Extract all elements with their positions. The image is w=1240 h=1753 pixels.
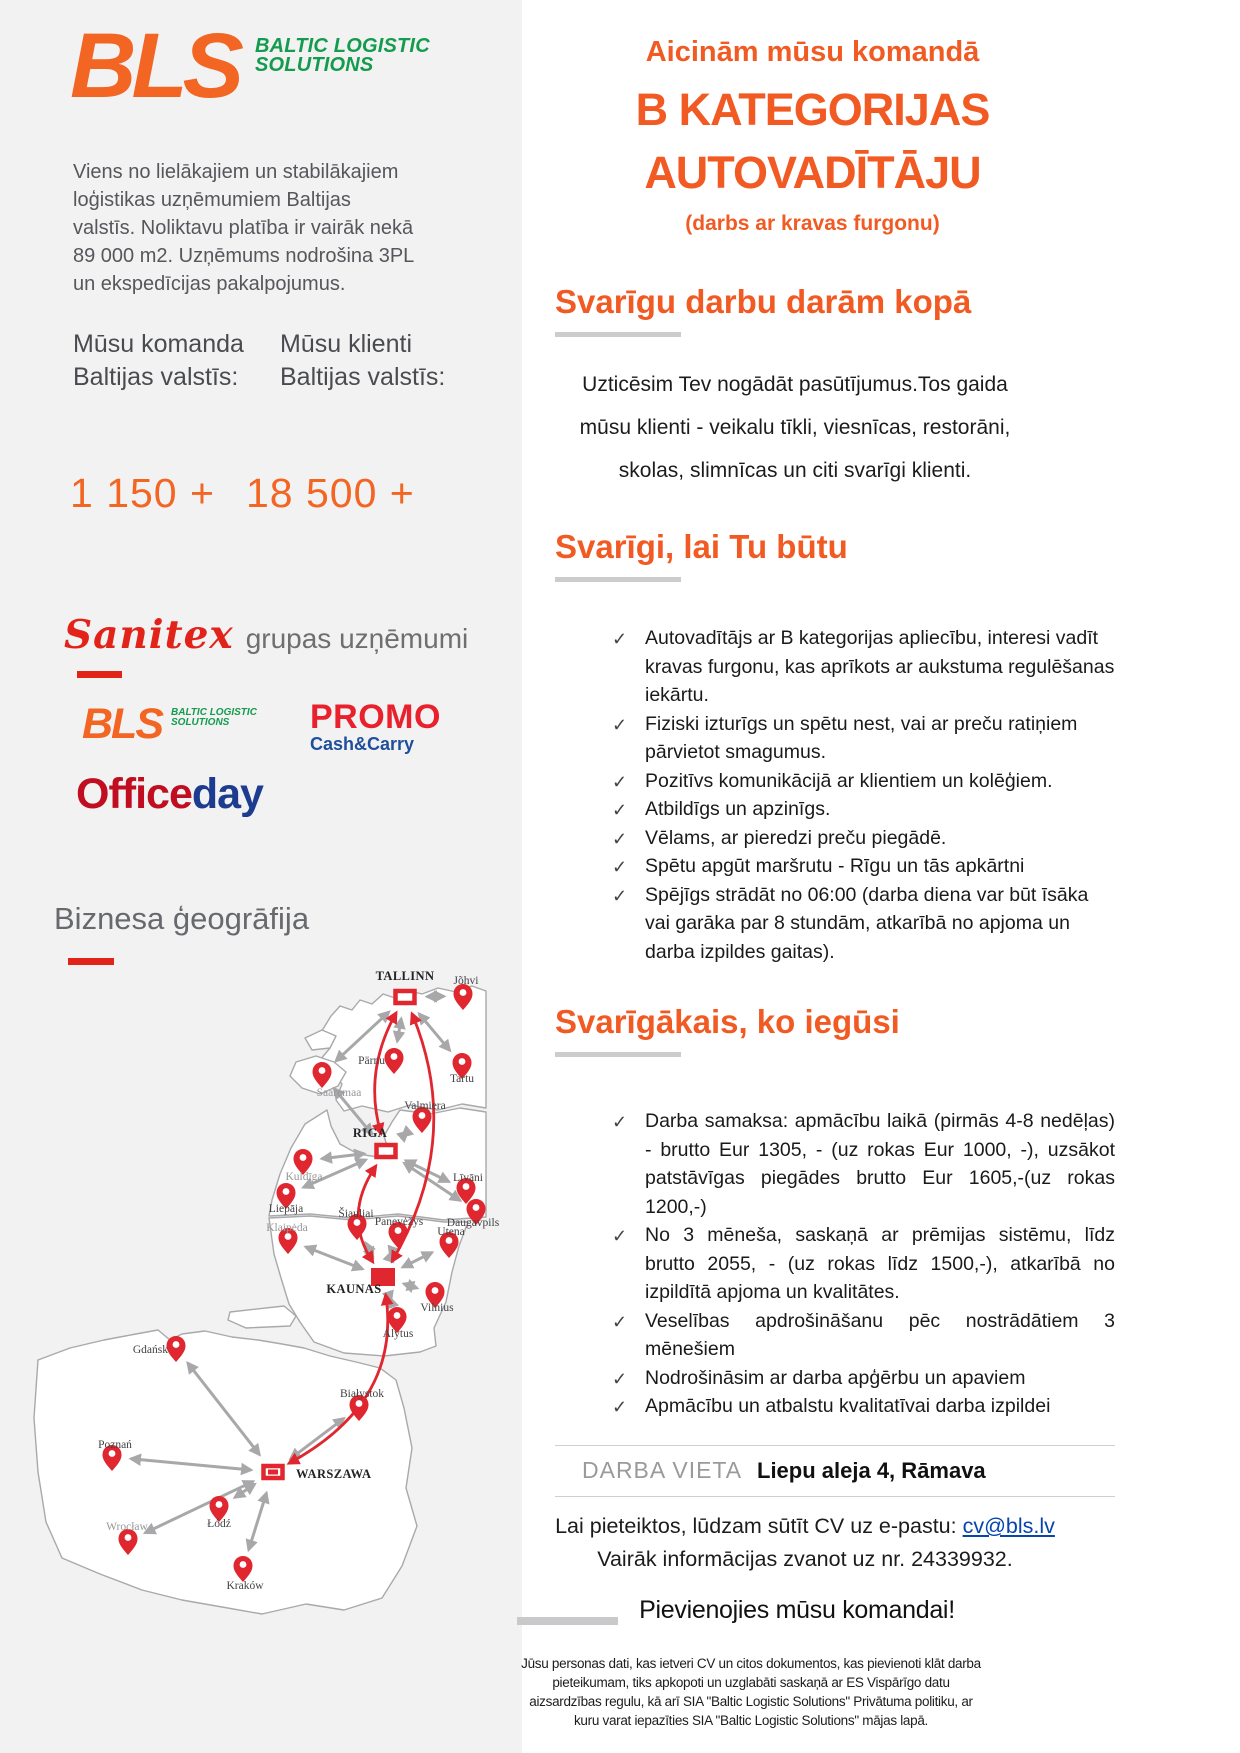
stat-clients-label: Mūsu klienti Baltijas valstīs: xyxy=(280,330,446,391)
map-label-Liepāja: Liepāja xyxy=(268,1203,304,1215)
checklist-item-text: Atbildīgs un apzinīgs. xyxy=(645,798,831,820)
map-hub-RIGA xyxy=(377,1145,396,1157)
gdpr-legal-text: Jūsu personas dati, kas ietveri CV un citos dokumentos, kas pievienoti klāt darba pieteikumam, tiks apkopoti un uzglabāti saskaņā ar ES Vispārīgo datu aizsardzības regulu, kā arī SIA "Baltic Logistic Solutions" Privātuma politiku, ar kuru varat iepazīties SIA "Baltic Logistic Solutions" mājas lapā. xyxy=(521,1655,981,1728)
checkmark-icon: ✓ xyxy=(612,800,628,820)
map-label-Poznań: Poznań xyxy=(98,1439,132,1451)
checkmark-icon: ✓ xyxy=(612,714,628,735)
map-hub-TALLINN xyxy=(396,991,415,1003)
checklist-item-text: Darba samaksa: apmācību laikā (pirmās 4-8 nedēļas) - brutto Eur 1305, - (uz rokas Eur 1000, -), uzsākot patstāvīgas piegādes brutto Eur 1605,-(uz rokas 1200,-) xyxy=(645,1110,1115,1218)
checklist-item-text: Vēlams, ar pieredzi preču piegādē. xyxy=(645,826,947,849)
stat-team-label: Mūsu komanda Baltijas valstīs: xyxy=(73,330,244,391)
work-location-row xyxy=(555,1445,1115,1497)
map-label-Utena: Utena xyxy=(437,1226,465,1238)
map-pin-hole xyxy=(394,1312,401,1319)
map-pin-hole xyxy=(300,1154,307,1161)
checklist-item-text: Veselības apdrošināšanu pēc nostrādātiem 3 mēnešiem xyxy=(645,1309,1115,1360)
map-label-Tartu: Tartu xyxy=(449,1073,475,1085)
map-label-Klaipėda: Klaipėda xyxy=(266,1222,308,1234)
checklist-item-text: Pozitīvs komunikācijā ar klientiem un kolēģiem. xyxy=(645,769,1053,792)
map-pin-hole xyxy=(459,1058,466,1065)
map-pin-hole xyxy=(354,1219,361,1226)
checklist-item-text: Autovadītājs ar B kategorijas apliecību, interesi vadīt kravas furgonu, kas aprīkots ar aukstuma regulēšanas iekārtu. xyxy=(645,627,1115,706)
map-pin-hole xyxy=(285,1233,292,1240)
checklist-item xyxy=(612,1221,1115,1307)
map-label-RIGA: RIGA xyxy=(352,1126,388,1140)
checklist-item xyxy=(612,1364,1115,1393)
stat-clients-value: 18 500 + xyxy=(246,470,415,516)
map-label-Łódź: Łódź xyxy=(207,1518,231,1530)
section-heading: Svarīgi, lai Tu būtu xyxy=(555,528,848,565)
checkmark-icon: ✓ xyxy=(612,857,628,877)
map-pin-hole xyxy=(216,1501,223,1508)
map-pin-hole xyxy=(446,1237,453,1244)
map-pin-hole xyxy=(473,1204,480,1211)
vacancy-subtitle: (darbs ar kravas furgonu) xyxy=(685,212,940,235)
business-geography-map xyxy=(0,960,500,1640)
apply-block xyxy=(545,1510,1065,1576)
checklist-item xyxy=(612,1307,1115,1364)
map-label-WARSZAWA: WARSZAWA xyxy=(296,1467,372,1481)
map-label-Saaremaa: Saaremaa xyxy=(316,1087,362,1099)
map-pin-hole xyxy=(356,1400,363,1407)
section-heading: Svarīgu darbu darām kopā xyxy=(555,283,972,320)
bls-logo-subtitle-line1: BALTIC LOGISTIC xyxy=(255,35,430,57)
map-label-Daugavpils: Daugavpils xyxy=(446,1217,500,1229)
map-label-Alytus: Alytus xyxy=(382,1328,414,1340)
section-benefits xyxy=(555,1003,1115,1421)
checklist-item-text: Apmācību un atbalstu kvalitatīvai darba izpildei xyxy=(645,1395,1051,1417)
bls-small-logo-text: BLS xyxy=(82,700,162,748)
promo-logo-text: PROMO xyxy=(310,698,441,736)
company-intro: Viens no lielākajiem un stabilākajiem loģistikas uzņēmumiem Baltijas valstīs. Noliktavu platība ir vairāk nekā 89 000 m2. Uzņēmums nodrošina 3PL un ekspedīcijas pakalpojumus. xyxy=(73,161,414,295)
map-pin-hole xyxy=(391,1053,398,1060)
map-label-Šiauliai: Šiauliai xyxy=(338,1208,374,1220)
checkmark-icon: ✓ xyxy=(612,1368,628,1389)
checklist-item-text: Spējīgs strādāt no 06:00 (darba diena var būt īsāka vai garāka par 8 stundām, atkarībā no apjoma un darba izpildes gaitas). xyxy=(645,883,1089,963)
map-pin-hole xyxy=(283,1188,290,1195)
section-requirements xyxy=(555,528,1115,966)
officeday-logo-day: day xyxy=(191,770,263,818)
bls-small-logo xyxy=(82,700,257,748)
sanitex-logo: Sanitex xyxy=(64,612,234,658)
bls-small-sub-line2: SOLUTIONS xyxy=(171,717,230,728)
map-pin-hole xyxy=(419,1112,426,1119)
promo-logo-subtitle: Cash&Carry xyxy=(310,734,415,754)
map-pin-hole xyxy=(463,1183,470,1190)
map-pin-hole xyxy=(432,1287,439,1294)
map-label-Wrocław: Wrocław xyxy=(106,1521,148,1533)
company-panel xyxy=(0,0,522,1753)
officeday-logo xyxy=(76,770,263,819)
region-kaliningrad xyxy=(228,1306,296,1328)
map-label-TALLINN: TALLINN xyxy=(375,969,435,983)
map-connection-KAUNAS-Alytus xyxy=(390,1298,391,1301)
checklist-item xyxy=(612,767,1115,796)
section-paragraph: Uzticēsim Tev nogādāt pasūtījumus.Tos gaida mūsu klienti - veikalu tīkli, viesnīcas, restorāni, skolas, slimnīcas un citi svarīgi klienti. xyxy=(579,373,1011,482)
work-location-value: Liepu aleja 4, Rāmava xyxy=(757,1458,986,1483)
checklist-item xyxy=(612,1107,1115,1221)
map-label-Līvāni: Līvāni xyxy=(452,1172,484,1184)
checklist-item xyxy=(612,710,1115,767)
bls-logo-subtitle xyxy=(255,37,430,104)
map-pin-hole xyxy=(395,1227,402,1234)
checkmark-icon: ✓ xyxy=(612,885,628,906)
map-pin-hole xyxy=(240,1561,247,1568)
bls-logo-text: BLS xyxy=(70,15,239,117)
section-underline xyxy=(555,332,681,337)
checklist-item xyxy=(612,881,1115,967)
map-pin-hole xyxy=(173,1341,180,1348)
stat-team-value: 1 150 + xyxy=(70,470,215,516)
map-label-Gdańsk: Gdańsk xyxy=(132,1344,168,1356)
vacancy-title-block xyxy=(540,36,1085,236)
checklist-item-text: No 3 mēneša, saskaņā ar prēmijas sistēmu, līdz brutto 2055, - (uz rokas līdz 1500,-), atkarībā no izpildītā apjoma un kvalitātes. xyxy=(645,1224,1115,1303)
checklist-item-text: Nodrošināsim ar darba apģērbu un apaviem xyxy=(645,1366,1026,1389)
checkmark-icon: ✓ xyxy=(612,771,628,792)
bls-logo xyxy=(70,15,430,117)
checkmark-icon: ✓ xyxy=(612,1311,628,1332)
work-location-label: DARBA VIETA xyxy=(582,1457,743,1483)
checkmark-icon: ✓ xyxy=(612,1226,628,1246)
checklist-item-text: Fiziski izturīgs un spētu nest, vai ar preču ratiņiem pārvietot smagumus. xyxy=(645,712,1078,763)
checkmark-icon: ✓ xyxy=(612,828,628,849)
checkmark-icon: ✓ xyxy=(612,629,628,649)
checklist-item xyxy=(612,624,1115,710)
map-label-Panevėžys: Panevėžys xyxy=(374,1216,424,1228)
section-about-work xyxy=(555,283,1115,492)
vacancy-title-line1: B KATEGORIJAS xyxy=(635,84,990,135)
sanitex-underline xyxy=(77,671,122,678)
checklist-item xyxy=(612,795,1115,824)
checklist-item xyxy=(612,824,1115,853)
checkmark-icon: ✓ xyxy=(612,1112,628,1132)
sanitex-group-row xyxy=(64,612,468,658)
checklist-item-text: Spētu apgūt maršrutu - Rīgu un tās apkārtni xyxy=(645,855,1025,877)
bls-small-logo-subtitle xyxy=(171,708,257,744)
benefits-list xyxy=(612,1107,1115,1421)
vacancy-title-line2: AUTOVADĪTĀJU xyxy=(644,147,981,198)
map-pin-hole xyxy=(319,1067,326,1074)
map-label-Białystok: Białystok xyxy=(339,1388,385,1400)
map-pin-hole xyxy=(460,989,467,996)
map-label-Jõhvi: Jõhvi xyxy=(453,975,479,987)
map-label-Pärnu: Pärnu xyxy=(358,1055,385,1067)
bls-small-sub-line1: BALTIC LOGISTIC xyxy=(171,707,257,718)
map-hub-bar xyxy=(268,1470,278,1475)
checkmark-icon: ✓ xyxy=(612,1397,628,1417)
promo-logo xyxy=(310,700,441,754)
join-heading: Pievienojies mūsu komandai! xyxy=(639,1596,955,1624)
map-pin-hole xyxy=(125,1534,132,1541)
section-underline xyxy=(555,1052,681,1057)
section-heading: Svarīgākais, ko iegūsi xyxy=(555,1003,900,1040)
phone-info: Vairāk informācijas zvanot uz nr. 24339932. xyxy=(597,1547,1013,1571)
bls-logo-subtitle-line2: SOLUTIONS xyxy=(255,54,374,76)
checklist-item xyxy=(612,1392,1115,1421)
map-label-Kuldīga: Kuldīga xyxy=(285,1171,323,1183)
section-underline xyxy=(555,577,681,582)
requirements-list xyxy=(612,624,1115,966)
map-label-KAUNAS: KAUNAS xyxy=(326,1282,382,1296)
checklist-item xyxy=(612,852,1115,881)
apply-instruction xyxy=(545,1510,1065,1543)
sanitex-group-label: grupas uzņēmumi xyxy=(245,623,469,654)
map-label-Kraków: Kraków xyxy=(226,1580,264,1592)
apply-prefix: Lai pieteiktos, lūdzam sūtīt CV uz e-pastu: xyxy=(555,1514,963,1538)
map-pin-hole xyxy=(109,1450,116,1457)
map-label-Valmiera: Valmiera xyxy=(404,1100,446,1112)
vacancy-intro-line: Aicinām mūsu komandā xyxy=(645,36,980,68)
officeday-logo-office: Office xyxy=(76,770,192,818)
geography-heading: Biznesa ģeogrāfija xyxy=(54,901,310,936)
map-label-Vilnius: Vilnius xyxy=(420,1302,454,1314)
map-connection-KAUNAS-Panevėžys xyxy=(390,1252,391,1256)
map-countries xyxy=(34,986,486,1614)
email-link[interactable]: cv@bls.lv xyxy=(962,1514,1055,1538)
